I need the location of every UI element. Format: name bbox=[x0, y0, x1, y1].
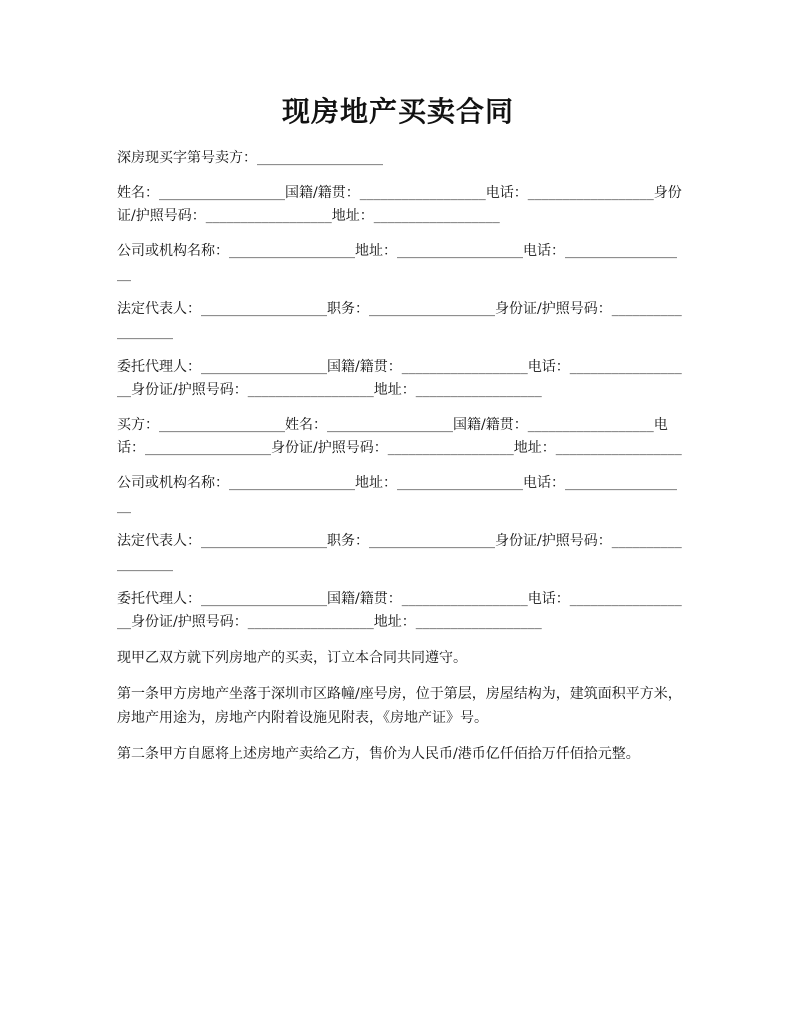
seller-legal-representative: 法定代表人：__________________职务：__________________身份证/护照号码：__________________ bbox=[117, 301, 682, 340]
article-one: 第一条甲方房地产坐落于深圳市区路幢/座号房，位于第层，房屋结构为，建筑面积平方米，房地产用途为，房地产内附着设施见附表，《房地产证》号。 bbox=[117, 686, 682, 726]
buyer-personal-info: 买方：__________________姓名：__________________国籍/籍贯：__________________电话：__________________身份证/护照号码：__________________地址：__________________ bbox=[117, 417, 682, 456]
agreement-preamble: 现甲乙双方就下列房地产的买卖，订立本合同共同遵守。 bbox=[117, 650, 467, 666]
seller-authorized-agent: 委托代理人：__________________国籍/籍贯：__________________电话：__________________身份证/护照号码：__________________地址：__________________ bbox=[117, 359, 682, 398]
buyer-authorized-agent: 委托代理人：__________________国籍/籍贯：__________________电话：__________________身份证/护照号码：__________________地址：__________________ bbox=[117, 591, 682, 630]
buyer-legal-representative: 法定代表人：__________________职务：__________________身份证/护照号码：__________________ bbox=[117, 533, 682, 572]
document-title: 现房地产买卖合同 bbox=[281, 95, 514, 128]
buyer-company-info: 公司或机构名称：__________________地址：__________________电话：__________________ bbox=[117, 475, 677, 514]
document-body bbox=[117, 147, 682, 778]
contract-number-seller-line: 深房现买字第号卖方：__________________ bbox=[117, 150, 383, 166]
article-two: 第二条甲方自愿将上述房地产卖给乙方，售价为人民币/港币亿仟佰拾万仟佰拾元整。 bbox=[117, 746, 640, 762]
seller-personal-info: 姓名：__________________国籍/籍贯：__________________电话：__________________身份证/护照号码：__________________地址：__________________ bbox=[117, 185, 682, 224]
seller-company-info: 公司或机构名称：__________________地址：__________________电话：__________________ bbox=[117, 243, 677, 282]
